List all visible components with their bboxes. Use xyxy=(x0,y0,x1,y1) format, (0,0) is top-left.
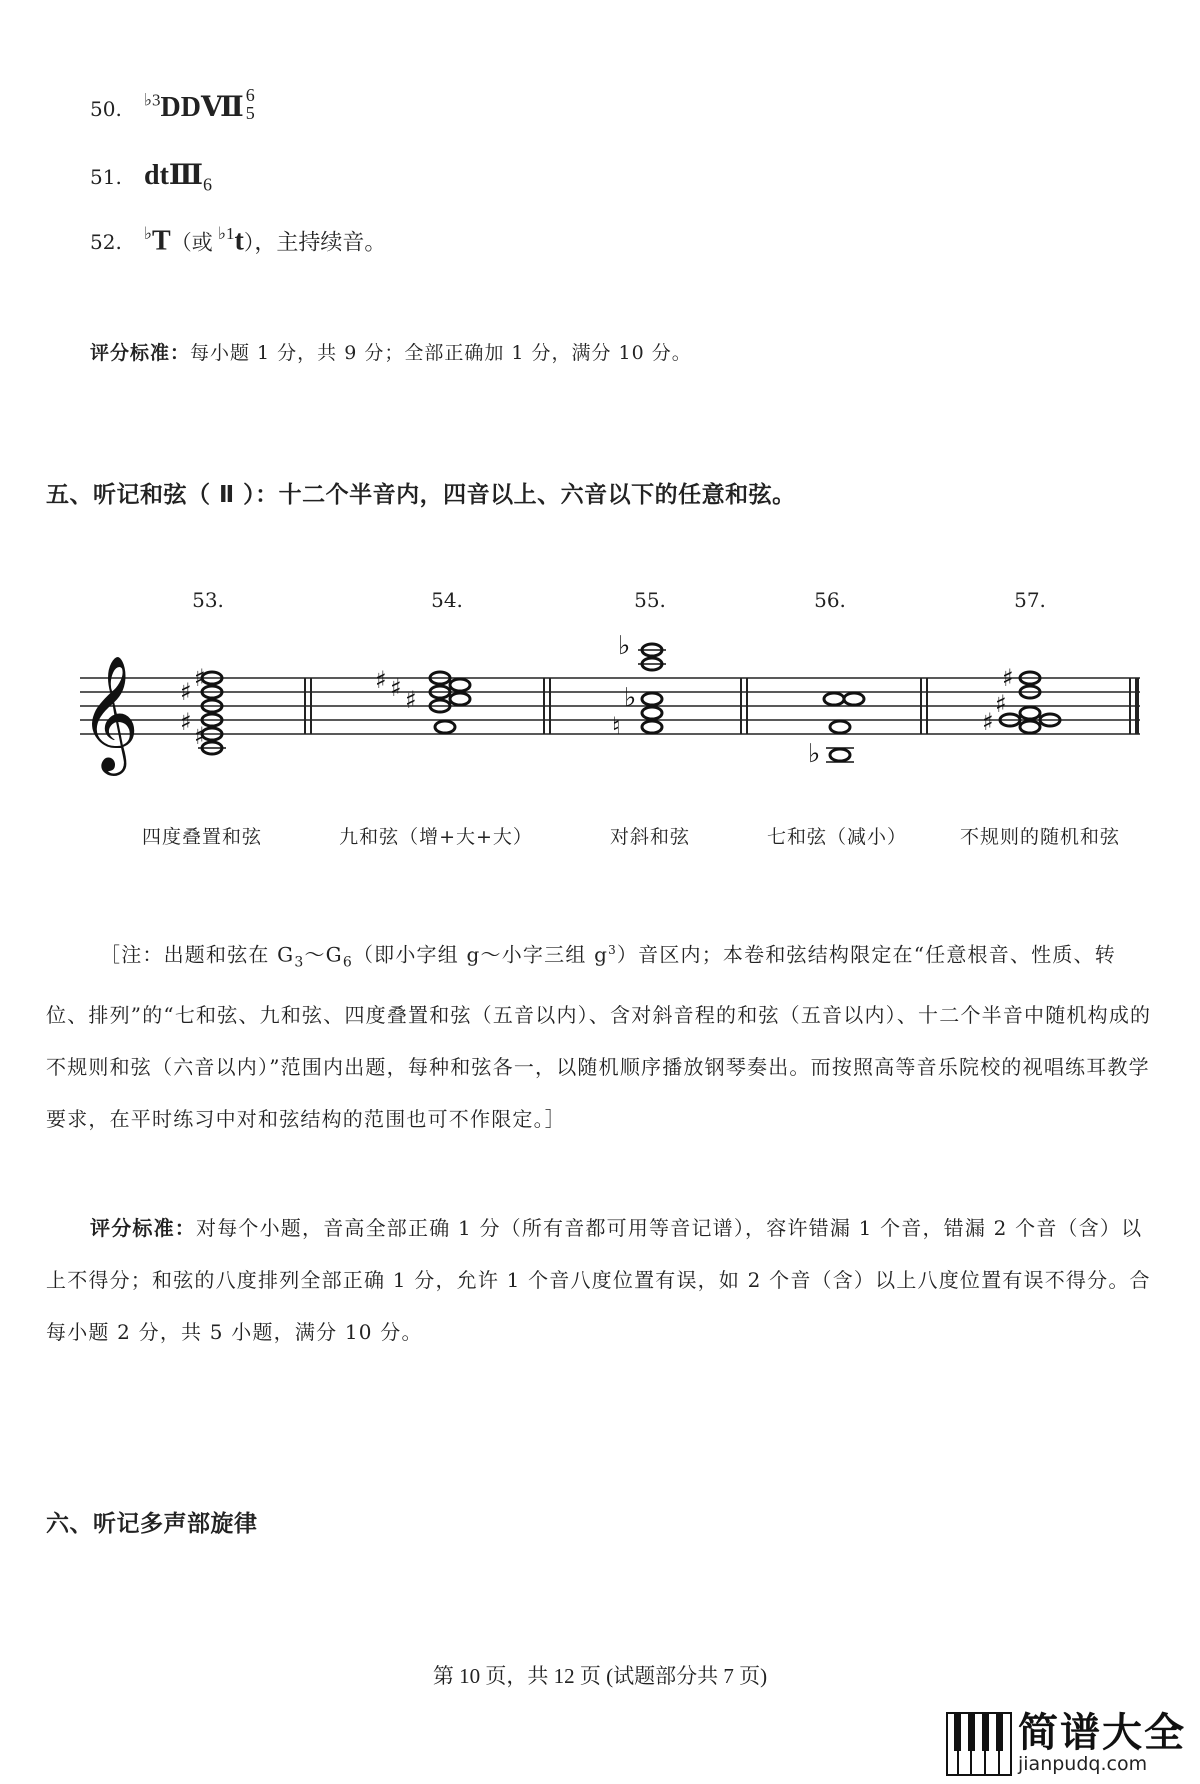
figured-bass: 6 5 xyxy=(245,84,255,123)
answer-52 xyxy=(90,224,386,257)
roman-numeral: Ⅲ xyxy=(168,160,204,191)
scoring-text: 对每个小题，音高全部正确 1 分（所有音都可用等音记谱），容许错漏 1 个音，错漏 2 个音（含）以上不得分；和弦的八度排列全部正确 1 分，允许 1 个音八度位置有误，如 2 个音（含）以上八度位置有误不得分。合每小题 2 分，共 5 小题，满分 10 分。 xyxy=(46,1216,1151,1344)
logo-url: jianpudq.com xyxy=(1018,1753,1148,1775)
chord-symbol xyxy=(144,158,212,196)
chord-label: 四度叠置和弦 xyxy=(141,826,262,848)
svg-text:♯: ♯ xyxy=(405,686,417,714)
scoring-label: 评分标准： xyxy=(90,1216,196,1240)
logo-title: 简谱大全 xyxy=(1018,1710,1186,1756)
question-number: 53. xyxy=(192,588,224,612)
treble-clef-icon: 𝄞 xyxy=(80,654,140,771)
svg-text:♯: ♯ xyxy=(1002,664,1014,692)
answer-51 xyxy=(90,158,212,196)
svg-text:♯: ♯ xyxy=(982,708,994,736)
svg-text:♯: ♯ xyxy=(995,690,1007,718)
roman-numeral: Ⅶ xyxy=(200,92,244,123)
svg-text:♯: ♯ xyxy=(375,666,387,694)
answer-50 xyxy=(90,84,255,128)
section-6-heading: 六、听记多声部旋律 xyxy=(46,1511,258,1537)
question-number: 54. xyxy=(431,588,463,612)
scoring-label: 评分标准： xyxy=(90,342,191,364)
answer-number: 51. xyxy=(90,165,122,189)
svg-text:♯: ♯ xyxy=(194,664,206,692)
svg-text:♭: ♭ xyxy=(618,631,631,661)
chord-letters: DD xyxy=(160,92,201,123)
section-5-heading: 五、听记和弦（ Ⅱ ）：十二个半音内，四音以上、六音以下的任意和弦。 xyxy=(46,482,796,508)
staff-lines xyxy=(80,678,1140,734)
scoring-text: 每小题 1 分，共 9 分；全部正确加 1 分，满分 10 分。 xyxy=(190,342,692,364)
piano-keys-icon xyxy=(946,1712,1012,1776)
note-paragraph: ［注：出题和弦在 $G_3\sim G_6$（即小字组 g～小字三组 $g^3$）音区内；本卷和弦结构限定在“任意根音、性质、转位、排列”的“七和弦、九和弦、四度叠置和弦（五音以内）、含对斜音程的和弦（五音以内）、十二个半音中随机构成的不规则和弦（六音以内）”范围内出题，每种和弦各一，以随机顺序播放钢琴奏出。而按照高等音乐院校的视唱练耳教学要求，在平时练习中对和弦结构的范围也可不作限定。］ xyxy=(46,942,1152,1131)
chord-symbol xyxy=(144,84,255,128)
chord-label: 对斜和弦 xyxy=(609,826,690,848)
figured-bass: 6 xyxy=(203,174,213,195)
flat-icon: ♭ xyxy=(808,739,821,769)
page-footer: 第 10 页，共 12 页 (试题部分共 7 页) xyxy=(432,1664,768,1688)
scoring-criteria-2 xyxy=(46,1202,1156,1358)
chord-56 xyxy=(824,693,864,762)
flat-icon xyxy=(618,631,636,713)
chord-label: 九和弦（增+大+大） xyxy=(339,826,533,848)
svg-text:♯: ♯ xyxy=(180,708,192,736)
question-number: 57. xyxy=(1014,588,1046,612)
chord-symbol: ♭T（或 $^{♭1}$t），主持续音。 xyxy=(144,224,387,257)
svg-text:♯: ♯ xyxy=(194,722,206,750)
answer-number: 50. xyxy=(90,97,122,121)
chord-54 xyxy=(430,672,470,733)
accidental: ♭3 xyxy=(144,90,161,110)
music-staff xyxy=(0,630,1200,790)
natural-icon: ♮ xyxy=(612,712,621,740)
chord-letters: dt xyxy=(144,160,169,191)
svg-text:♯: ♯ xyxy=(180,678,192,706)
scoring-criteria-1 xyxy=(90,338,692,365)
site-logo xyxy=(946,1712,1186,1776)
answer-number: 52. xyxy=(90,230,122,255)
svg-text:♯: ♯ xyxy=(390,674,402,702)
chord-label: 七和弦（减小） xyxy=(766,826,907,848)
question-number: 55. xyxy=(634,588,666,612)
question-number: 56. xyxy=(814,588,846,612)
svg-text:♭: ♭ xyxy=(624,683,637,713)
chord-label: 不规则的随机和弦 xyxy=(959,826,1120,848)
